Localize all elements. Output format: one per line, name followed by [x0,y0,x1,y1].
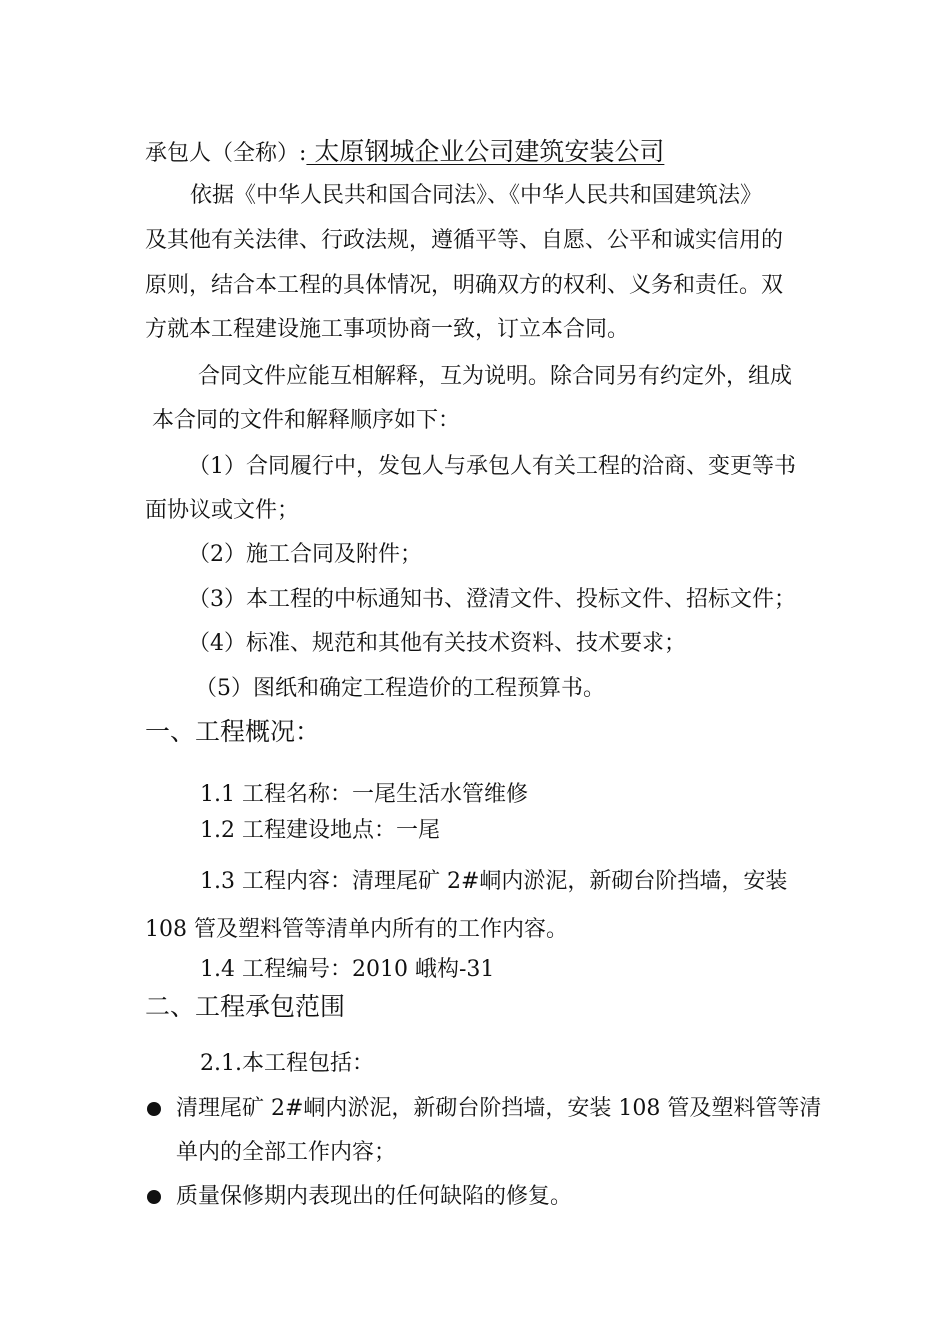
contractor-label: 承包人（全称）: [145,141,307,166]
project-content-b: 108 管及塑料管等清单内所有的工作内容。 [145,917,568,942]
docs-line-1: 合同文件应能互相解释，互为说明。除合同另有约定外，组成 [198,364,793,389]
docs-line-2: 本合同的文件和解释顺序如下： [152,408,461,433]
contractor-line [145,137,664,169]
contractor-name: 太原钢城企业公司建筑安装公司 [306,137,665,166]
scope-bullet-1a: 清理尾矿 2#峒内淤泥，新砌台阶挡墙，安装 108 管及塑料管等清 [176,1096,822,1121]
project-number: 1.4 工程编号：2010 峨构-31 [200,957,495,982]
docs-item-1a: （1）合同履行中，发包人与承包人有关工程的洽商、变更等书 [188,454,796,479]
project-content-a: 1.3 工程内容：清理尾矿 2#峒内淤泥，新砌台阶挡墙，安装 [200,869,788,894]
intro-line-3: 原则，结合本工程的具体情况，明确双方的权利、义务和责任。双 [145,273,784,298]
docs-item-5: （5）图纸和确定工程造价的工程预算书。 [195,676,605,701]
scope-bullet-2: 质量保修期内表现出的任何缺陷的修复。 [176,1184,573,1209]
project-name: 1.1 工程名称：一尾生活水管维修 [200,782,528,807]
project-location: 1.2 工程建设地点：一尾 [200,818,440,843]
scope-bullet-1b: 单内的全部工作内容； [176,1140,397,1165]
bullet-icon [147,1190,161,1204]
intro-line-1: 依据《中华人民共和国合同法》、《中华人民共和国建筑法》 [190,183,763,208]
scope-intro: 2.1.本工程包括： [200,1051,374,1076]
section-2-heading: 二、工程承包范围 [145,992,346,1021]
docs-item-1b: 面协议或文件； [145,498,300,523]
docs-item-2: （2）施工合同及附件； [188,542,422,567]
intro-line-2: 及其他有关法律、行政法规，遵循平等、自愿、公平和诚实信用的 [145,228,784,253]
section-1-heading: 一、工程概况： [145,717,321,746]
docs-item-4: （4）标准、规范和其他有关技术资料、技术要求； [188,631,686,656]
intro-line-4: 方就本工程建设施工事项协商一致，订立本合同。 [145,317,630,342]
bullet-icon [147,1102,161,1116]
docs-item-3: （3）本工程的中标通知书、澄清文件、投标文件、招标文件； [188,587,796,612]
